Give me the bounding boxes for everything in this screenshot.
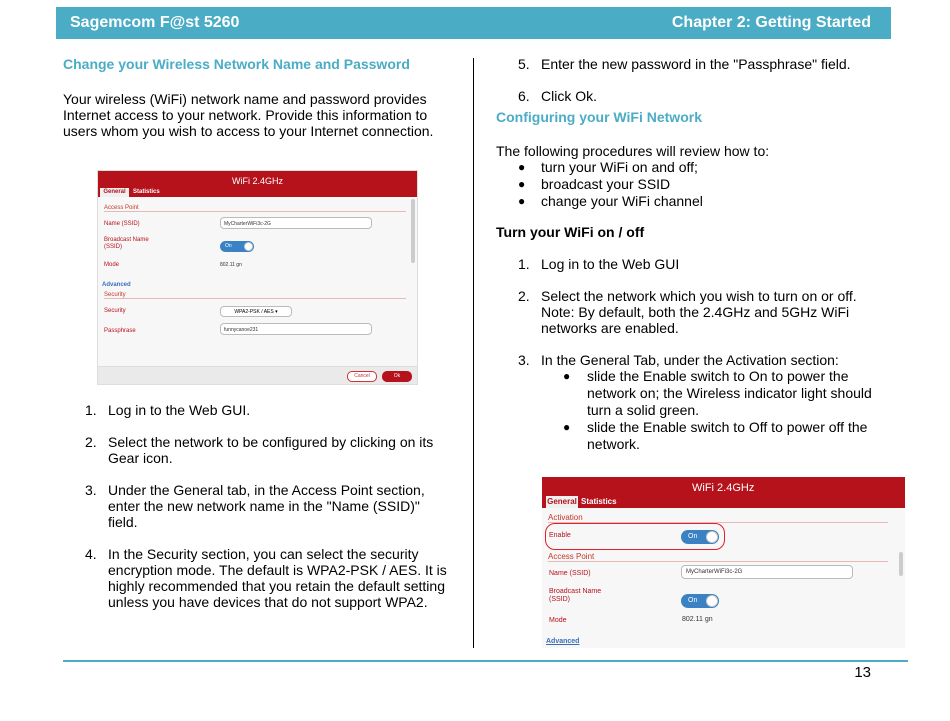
- broadcast-toggle: On: [220, 241, 254, 252]
- list-item: ● slide the Enable switch to Off to power off the network.: [563, 419, 868, 452]
- ok-button: Ok: [382, 371, 412, 382]
- list-item: ● slide the Enable switch to On to power the network on; the Wireless indicator light should turn a solid green.: [563, 368, 872, 418]
- header-product-name: Sagemcom F@st 5260: [70, 14, 240, 31]
- list-item: ● turn your WiFi on and off;: [518, 159, 698, 175]
- advanced-link: Advanced: [546, 638, 580, 645]
- tab-statistics: Statistics: [133, 189, 160, 195]
- section-heading-configuring-wifi: Configuring your WiFi Network: [496, 109, 702, 125]
- tab-general: General: [100, 188, 129, 197]
- right-column: [496, 56, 886, 453]
- mode-value: 802.11 gn: [220, 262, 242, 268]
- cancel-button: Cancel: [347, 371, 377, 382]
- page-header: [56, 7, 891, 39]
- security-value: WPA2-PSK / AES: [234, 309, 274, 315]
- list-item: 1. Log in to the Web GUI: [518, 256, 680, 272]
- bullet-icon: ●: [518, 177, 526, 191]
- list-item: 1. Log in to the Web GUI.: [85, 402, 251, 418]
- list-item: 3. Under the General tab, in the Access Point section, enter the new network name in the "Name (SSID)" field.: [85, 482, 425, 530]
- passphrase-field: funnycanoe231: [220, 323, 372, 335]
- bullet-icon: ●: [518, 160, 526, 174]
- list-item: 4. In the Security section, you can select the security encryption mode. The default is WPA2-PSK / AES. It is highly recommended that you retain the default setting unless you have devices that do not support WPA2.: [85, 546, 447, 610]
- bullet-icon: ●: [518, 194, 526, 208]
- ssid-field: MyCharterWiFi3c-2G: [220, 217, 372, 229]
- label-broadcast-name: Broadcast Name (SSID): [104, 237, 149, 250]
- screenshot-scrollbar: [411, 199, 415, 263]
- broadcast-toggle: On: [681, 594, 719, 608]
- label-name-ssid: Name (SSID): [104, 221, 140, 227]
- list-item: 5. Enter the new password in the "Passphrase" field.: [518, 56, 851, 72]
- screenshot-scrollbar: [899, 552, 903, 576]
- subheading-turn-wifi: Turn your WiFi on / off: [496, 224, 645, 240]
- left-steps: [63, 402, 448, 610]
- chevron-down-icon: ▾: [275, 309, 278, 315]
- bullet-icon: ●: [563, 369, 571, 383]
- list-item: ● change your WiFi channel: [518, 193, 703, 209]
- label-passphrase: Passphrase: [104, 328, 136, 334]
- tab-statistics: Statistics: [581, 497, 617, 506]
- advanced-link: Advanced: [102, 282, 131, 288]
- footer-rule: [63, 660, 908, 662]
- intro-paragraph: Your wireless (WiFi) network name and password provides Internet access to your network. Provide this information to users whom you wish to access to your Internet connection.: [63, 91, 434, 139]
- header-chapter-title: Chapter 2: Getting Started: [671, 14, 871, 31]
- list-item: ● broadcast your SSID: [518, 176, 671, 192]
- label-enable: Enable: [549, 532, 571, 539]
- tab-general: General: [547, 497, 577, 506]
- label-mode: Mode: [104, 262, 120, 268]
- list-item: 2. Select the network to be configured by clicking on its Gear icon.: [85, 434, 434, 466]
- list-item: 6. Click Ok.: [518, 88, 597, 104]
- column-divider: [473, 58, 474, 648]
- screenshot-title-bar: [98, 171, 417, 197]
- screenshot-title: WiFi 2.4GHz: [692, 482, 755, 494]
- wifi-settings-screenshot: [97, 170, 418, 385]
- section-activation: Activation: [548, 513, 888, 523]
- page-number: 13: [854, 664, 871, 681]
- mode-value: 802.11 gn: [682, 616, 713, 623]
- label-name-ssid: Name (SSID): [549, 570, 591, 577]
- ssid-field: MyCharterWiFi3c-2G: [681, 565, 853, 579]
- security-select: [220, 306, 292, 317]
- screenshot-title: WiFi 2.4GHz: [231, 176, 283, 186]
- left-column: [63, 56, 448, 139]
- enable-toggle: On: [681, 530, 719, 544]
- list-item: 3. In the General Tab, under the Activation section:: [518, 352, 839, 368]
- section-access-point: Access Point: [104, 205, 406, 212]
- configuring-intro: The following procedures will review how to:: [496, 143, 770, 159]
- section-security: Security: [104, 292, 406, 299]
- screenshot-title-bar: [542, 477, 905, 508]
- bullet-icon: ●: [563, 420, 571, 434]
- section-heading-change-wireless: Change your Wireless Network Name and Password: [63, 56, 410, 72]
- screenshot-button-bar: [98, 366, 417, 384]
- label-security: Security: [104, 308, 126, 314]
- section-access-point: Access Point: [548, 552, 888, 562]
- wifi-activation-screenshot: [542, 477, 905, 648]
- label-broadcast-name: Broadcast Name (SSID): [549, 588, 602, 603]
- label-mode: Mode: [549, 617, 567, 624]
- list-item: 2. Select the network which you wish to turn on or off. Note: By default, both the 2.4GHz and 5GHz WiFi networks are enabled.: [518, 288, 857, 336]
